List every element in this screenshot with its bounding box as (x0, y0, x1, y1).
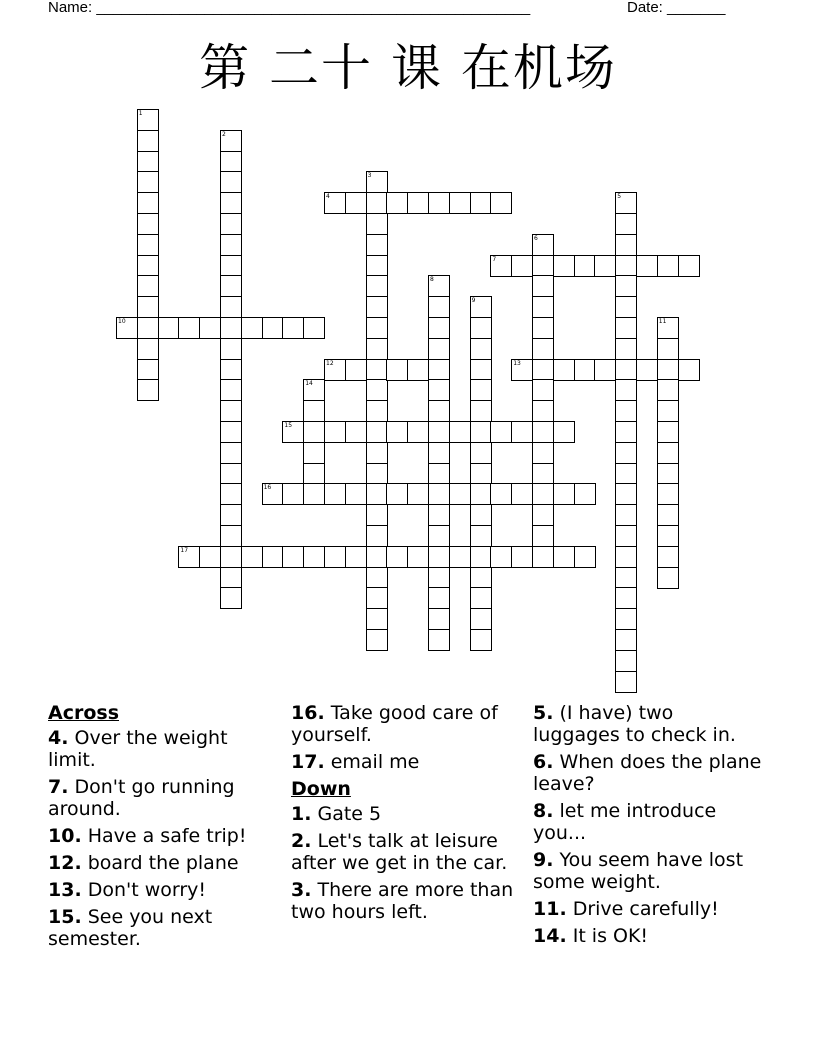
grid-cell[interactable] (511, 421, 533, 443)
grid-cell[interactable] (657, 379, 679, 401)
grid-cell[interactable] (366, 442, 388, 464)
clue-item-number: 8. (533, 800, 554, 822)
clues-column-3 (533, 702, 765, 952)
grid-cell[interactable] (574, 546, 596, 568)
clue-number: 4 (326, 193, 330, 201)
clue-number: 12 (326, 359, 334, 367)
grid-cell[interactable] (470, 192, 492, 214)
grid-cell[interactable] (220, 504, 242, 526)
clue-item-text: email me (324, 751, 420, 773)
grid-cell[interactable] (615, 234, 637, 256)
clue-number: 5 (617, 193, 622, 201)
clue-item (533, 702, 765, 746)
grid-cell[interactable] (241, 546, 263, 568)
clue-item-text: Don't worry! (81, 879, 207, 901)
grid-cell[interactable] (220, 192, 242, 214)
grid-cell[interactable] (574, 255, 596, 277)
grid-cell[interactable] (199, 546, 221, 568)
grid-cell[interactable] (615, 275, 637, 297)
grid-cell[interactable] (657, 255, 679, 277)
grid-cell[interactable] (345, 421, 367, 443)
clue-item-text: There are more than two hours left. (291, 879, 514, 923)
clue-item-text: Drive carefully! (566, 898, 719, 920)
grid-cell[interactable] (532, 379, 554, 401)
grid-cell[interactable] (137, 255, 159, 277)
grid-cell[interactable] (262, 546, 284, 568)
clue-item (533, 898, 765, 920)
grid-cell[interactable] (532, 255, 554, 277)
grid-cell[interactable] (532, 483, 554, 505)
grid-cell[interactable] (490, 483, 512, 505)
grid-cell[interactable] (428, 483, 450, 505)
grid-cell[interactable] (428, 546, 450, 568)
clue-item (48, 906, 280, 950)
grid-cell[interactable] (615, 650, 637, 672)
grid-cell[interactable] (615, 483, 637, 505)
grid-cell[interactable] (428, 379, 450, 401)
grid-cell[interactable] (636, 255, 658, 277)
grid-cell[interactable] (657, 400, 679, 422)
grid-cell[interactable] (366, 275, 388, 297)
clue-number: 6 (534, 234, 538, 242)
grid-cell[interactable] (449, 483, 471, 505)
grid-cell[interactable] (615, 317, 637, 339)
clue-item-text: Don't go running around. (48, 776, 235, 820)
grid-cell[interactable] (470, 421, 492, 443)
clue-item (291, 751, 523, 773)
grid-cell[interactable] (345, 546, 367, 568)
down-heading: Down (291, 778, 351, 800)
grid-cell[interactable] (345, 192, 367, 214)
grid-cell[interactable] (282, 546, 304, 568)
grid-cell[interactable] (615, 255, 637, 277)
clue-number: 8 (430, 276, 434, 284)
clue-item (48, 776, 280, 820)
clue-number: 7 (492, 255, 497, 263)
clue-item-text: You seem have lost some weight. (533, 849, 744, 893)
grid-cell[interactable] (490, 421, 512, 443)
grid-cell[interactable] (470, 400, 492, 422)
grid-cell[interactable] (532, 525, 554, 547)
clue-item-text: Gate 5 (311, 803, 382, 825)
clue-number: 9 (471, 297, 476, 305)
grid-cell[interactable] (137, 296, 159, 318)
clue-number: 3 (367, 172, 372, 180)
grid-cell[interactable] (262, 317, 284, 339)
clue-item-number: 12. (48, 852, 82, 874)
clue-number: 10 (118, 318, 126, 325)
clue-item-number: 13. (48, 879, 82, 901)
clue-item-text: Have a safe trip! (81, 825, 247, 847)
grid-cell[interactable] (137, 151, 159, 173)
grid-cell[interactable] (615, 546, 637, 568)
grid-cell[interactable] (220, 379, 242, 401)
grid-cell[interactable] (615, 567, 637, 589)
clue-item (48, 852, 280, 874)
grid-cell[interactable] (366, 525, 388, 547)
clue-item-text: (I have) two luggages to check in. (533, 702, 736, 746)
grid-cell[interactable] (428, 317, 450, 339)
grid-cell[interactable] (678, 359, 700, 381)
grid-cell[interactable] (636, 359, 658, 381)
grid-cell[interactable] (137, 359, 159, 381)
grid-cell[interactable] (449, 421, 471, 443)
name-field[interactable] (48, 0, 530, 16)
clue-number: 15 (284, 422, 293, 429)
grid-cell[interactable] (303, 463, 325, 485)
clue-item (533, 925, 765, 947)
grid-cell[interactable] (428, 608, 450, 630)
grid-cell[interactable] (366, 317, 388, 339)
grid-cell[interactable] (324, 483, 346, 505)
grid-cell[interactable] (178, 317, 200, 339)
grid-cell[interactable] (553, 255, 575, 277)
grid-cell[interactable] (615, 213, 637, 235)
across-heading: Across (48, 702, 120, 724)
name-label: Name: (48, 0, 97, 16)
grid-cell[interactable] (386, 359, 408, 381)
grid-cell[interactable] (574, 483, 596, 505)
grid-cell[interactable] (615, 504, 637, 526)
grid-cell[interactable] (366, 587, 388, 609)
grid-cell[interactable] (574, 359, 596, 381)
grid-cell[interactable] (657, 504, 679, 526)
grid-cell[interactable] (137, 338, 159, 360)
grid-cell[interactable] (366, 234, 388, 256)
grid-cell[interactable] (386, 192, 408, 214)
grid-cell[interactable] (657, 359, 679, 381)
grid-cell[interactable] (199, 317, 221, 339)
grid-cell[interactable] (220, 567, 242, 589)
grid-cell[interactable] (428, 338, 450, 360)
grid-cell[interactable] (470, 442, 492, 464)
clue-item-number: 5. (533, 702, 554, 724)
down-clue-list-continued (533, 702, 765, 947)
clue-item-text: let me introduce you... (533, 800, 717, 844)
grid-cell[interactable] (532, 546, 554, 568)
grid-cell[interactable] (532, 317, 554, 339)
grid-cell[interactable] (615, 525, 637, 547)
grid-cell[interactable] (241, 317, 263, 339)
grid-cell[interactable] (615, 296, 637, 318)
clue-item-number: 10. (48, 825, 82, 847)
grid-cell[interactable] (449, 192, 471, 214)
clue-item-text: Take good care of yourself. (291, 702, 498, 746)
date-line: _______ (667, 0, 726, 16)
grid-cell[interactable] (366, 546, 388, 568)
clue-item-number: 16. (291, 702, 325, 724)
grid-cell[interactable] (490, 192, 512, 214)
grid-cell[interactable] (511, 483, 533, 505)
grid-cell[interactable] (366, 504, 388, 526)
grid-cell[interactable] (428, 192, 450, 214)
clue-item (533, 849, 765, 893)
grid-cell[interactable] (407, 421, 429, 443)
grid-cell[interactable] (282, 317, 304, 339)
grid-cell[interactable] (303, 483, 325, 505)
grid-cell[interactable] (428, 587, 450, 609)
clues-column-2 (291, 702, 523, 928)
grid-cell[interactable] (553, 421, 575, 443)
grid-cell[interactable] (470, 629, 492, 651)
grid-cell[interactable] (449, 546, 471, 568)
grid-cell[interactable] (366, 483, 388, 505)
grid-cell[interactable] (428, 442, 450, 464)
grid-cell[interactable] (657, 483, 679, 505)
grid-cell[interactable] (220, 151, 242, 173)
name-line: ____________________________________________________ (96, 0, 531, 16)
clue-number: 13 (513, 359, 521, 367)
grid-cell[interactable] (386, 483, 408, 505)
grid-cell[interactable] (511, 255, 533, 277)
grid-cell[interactable] (470, 567, 492, 589)
clue-number: 17 (180, 546, 189, 554)
clue-item-number: 3. (291, 879, 312, 901)
grid-cell[interactable] (158, 317, 180, 339)
grid-cell[interactable] (615, 379, 637, 401)
grid-cell[interactable] (657, 338, 679, 360)
grid-cell[interactable] (220, 400, 242, 422)
grid-cell[interactable] (428, 359, 450, 381)
clue-item-text: Let's talk at leisure after we get in the car. (291, 830, 508, 874)
page-title: 第 二十 课 在机场 (199, 39, 617, 97)
grid-cell[interactable] (594, 255, 616, 277)
grid-cell[interactable] (303, 546, 325, 568)
grid-cell[interactable] (220, 213, 242, 235)
grid-cell[interactable] (137, 213, 159, 235)
grid-cell[interactable] (220, 463, 242, 485)
grid-cell[interactable] (366, 400, 388, 422)
across-clue-list (48, 727, 280, 950)
grid-cell[interactable] (470, 608, 492, 630)
clue-number: 11 (658, 318, 667, 325)
across-clue-list-continued (291, 702, 523, 773)
grid-cell[interactable] (428, 421, 450, 443)
grid-cell[interactable] (470, 463, 492, 485)
grid-cell[interactable] (345, 359, 367, 381)
grid-cell[interactable] (137, 234, 159, 256)
grid-cell[interactable] (532, 296, 554, 318)
grid-cell[interactable] (428, 463, 450, 485)
grid-cell[interactable] (366, 192, 388, 214)
grid-cell[interactable] (532, 400, 554, 422)
grid-cell[interactable] (220, 587, 242, 609)
grid-cell[interactable] (220, 483, 242, 505)
grid-cell[interactable] (220, 255, 242, 277)
grid-cell[interactable] (366, 421, 388, 443)
grid-cell[interactable] (303, 317, 325, 339)
grid-cell[interactable] (553, 359, 575, 381)
grid-cell[interactable] (220, 359, 242, 381)
grid-cell[interactable] (657, 421, 679, 443)
grid-cell[interactable] (532, 338, 554, 360)
grid-cell[interactable] (615, 421, 637, 443)
grid-cell[interactable] (532, 463, 554, 485)
grid-cell[interactable] (428, 400, 450, 422)
clue-item (48, 727, 280, 771)
grid-cell[interactable] (407, 546, 429, 568)
grid-cell[interactable] (657, 525, 679, 547)
clues-column-1 (48, 702, 280, 955)
grid-cell[interactable] (386, 546, 408, 568)
grid-cell[interactable] (470, 379, 492, 401)
grid-cell[interactable] (428, 567, 450, 589)
grid-cell[interactable] (532, 442, 554, 464)
grid-cell[interactable] (220, 296, 242, 318)
grid-cell[interactable] (553, 546, 575, 568)
grid-cell[interactable] (366, 567, 388, 589)
grid-cell[interactable] (137, 192, 159, 214)
grid-cell[interactable] (657, 546, 679, 568)
clue-item-number: 7. (48, 776, 69, 798)
clue-item (533, 800, 765, 844)
grid-cell[interactable] (366, 338, 388, 360)
grid-cell[interactable] (470, 483, 492, 505)
grid-cell[interactable] (220, 442, 242, 464)
grid-cell[interactable] (137, 317, 159, 339)
grid-cell[interactable] (428, 525, 450, 547)
grid-cell[interactable] (407, 359, 429, 381)
grid-cell[interactable] (220, 275, 242, 297)
clue-item-text: board the plane (81, 852, 239, 874)
grid-cell[interactable] (345, 483, 367, 505)
grid-cell[interactable] (532, 504, 554, 526)
clue-item (291, 830, 523, 874)
grid-cell[interactable] (407, 192, 429, 214)
grid-cell[interactable] (532, 275, 554, 297)
grid-cell[interactable] (470, 587, 492, 609)
grid-cell[interactable] (678, 255, 700, 277)
grid-cell[interactable] (366, 463, 388, 485)
grid-cell[interactable] (615, 671, 637, 693)
grid-cell[interactable] (615, 608, 637, 630)
clue-item (291, 879, 523, 923)
clue-item-text: When does the plane leave? (533, 751, 762, 795)
grid-cell[interactable] (303, 400, 325, 422)
grid-cell[interactable] (324, 421, 346, 443)
grid-cell[interactable] (470, 546, 492, 568)
down-clue-list (291, 803, 523, 923)
clue-item (48, 879, 280, 901)
grid-cell[interactable] (220, 317, 242, 339)
grid-cell[interactable] (220, 338, 242, 360)
grid-cell[interactable] (470, 317, 492, 339)
clue-item (291, 803, 523, 825)
grid-cell[interactable] (137, 275, 159, 297)
date-field[interactable] (627, 0, 725, 16)
clue-number: 16 (263, 484, 272, 492)
grid-cell[interactable] (428, 504, 450, 526)
clue-item-text: Over the weight limit. (48, 727, 228, 771)
grid-cell[interactable] (615, 629, 637, 651)
grid-cell[interactable] (407, 483, 429, 505)
grid-cell[interactable] (428, 629, 450, 651)
grid-cell[interactable] (366, 255, 388, 277)
grid-cell[interactable] (220, 421, 242, 443)
grid-cell[interactable] (366, 629, 388, 651)
clue-item-number: 6. (533, 751, 554, 773)
grid-cell[interactable] (137, 130, 159, 152)
grid-cell[interactable] (490, 546, 512, 568)
grid-cell[interactable] (615, 359, 637, 381)
grid-cell[interactable] (428, 296, 450, 318)
grid-cell[interactable] (615, 442, 637, 464)
grid-cell[interactable] (470, 338, 492, 360)
grid-cell[interactable] (615, 400, 637, 422)
clue-item (48, 825, 280, 847)
grid-cell[interactable] (220, 525, 242, 547)
grid-cell[interactable] (511, 546, 533, 568)
grid-cell[interactable] (366, 296, 388, 318)
clue-item-number: 1. (291, 803, 312, 825)
clue-number: 2 (222, 130, 226, 138)
clue-item-text: It is OK! (566, 925, 649, 947)
grid-cell[interactable] (553, 483, 575, 505)
grid-cell[interactable] (303, 421, 325, 443)
grid-cell[interactable] (594, 359, 616, 381)
clue-item-number: 4. (48, 727, 69, 749)
grid-cell[interactable] (657, 442, 679, 464)
grid-cell[interactable] (657, 567, 679, 589)
clue-item (291, 702, 523, 746)
grid-cell[interactable] (615, 463, 637, 485)
grid-cell[interactable] (470, 359, 492, 381)
clue-number: 14 (305, 380, 313, 388)
grid-cell[interactable] (137, 379, 159, 401)
grid-cell[interactable] (220, 546, 242, 568)
clue-number: 1 (138, 110, 143, 117)
grid-cell[interactable] (220, 171, 242, 193)
grid-cell[interactable] (137, 171, 159, 193)
grid-cell[interactable] (615, 587, 637, 609)
grid-cell[interactable] (470, 504, 492, 526)
clue-item-number: 9. (533, 849, 554, 871)
grid-cell[interactable] (532, 359, 554, 381)
clue-item-number: 2. (291, 830, 312, 852)
grid-cell[interactable] (366, 379, 388, 401)
grid-cell[interactable] (366, 608, 388, 630)
clue-item-number: 11. (533, 898, 567, 920)
grid-cell[interactable] (220, 234, 242, 256)
clue-item-text: See you next semester. (48, 906, 213, 950)
date-label: Date: (627, 0, 668, 16)
grid-cell[interactable] (366, 359, 388, 381)
clue-item (533, 751, 765, 795)
clue-item-number: 17. (291, 751, 325, 773)
grid-cell[interactable] (657, 463, 679, 485)
clue-item-number: 15. (48, 906, 82, 928)
grid-cell[interactable] (324, 546, 346, 568)
grid-cell[interactable] (532, 421, 554, 443)
grid-cell[interactable] (386, 421, 408, 443)
grid-cell[interactable] (615, 338, 637, 360)
grid-cell[interactable] (470, 525, 492, 547)
clue-item-number: 14. (533, 925, 567, 947)
grid-cell[interactable] (303, 442, 325, 464)
grid-cell[interactable] (366, 213, 388, 235)
grid-cell[interactable] (282, 483, 304, 505)
